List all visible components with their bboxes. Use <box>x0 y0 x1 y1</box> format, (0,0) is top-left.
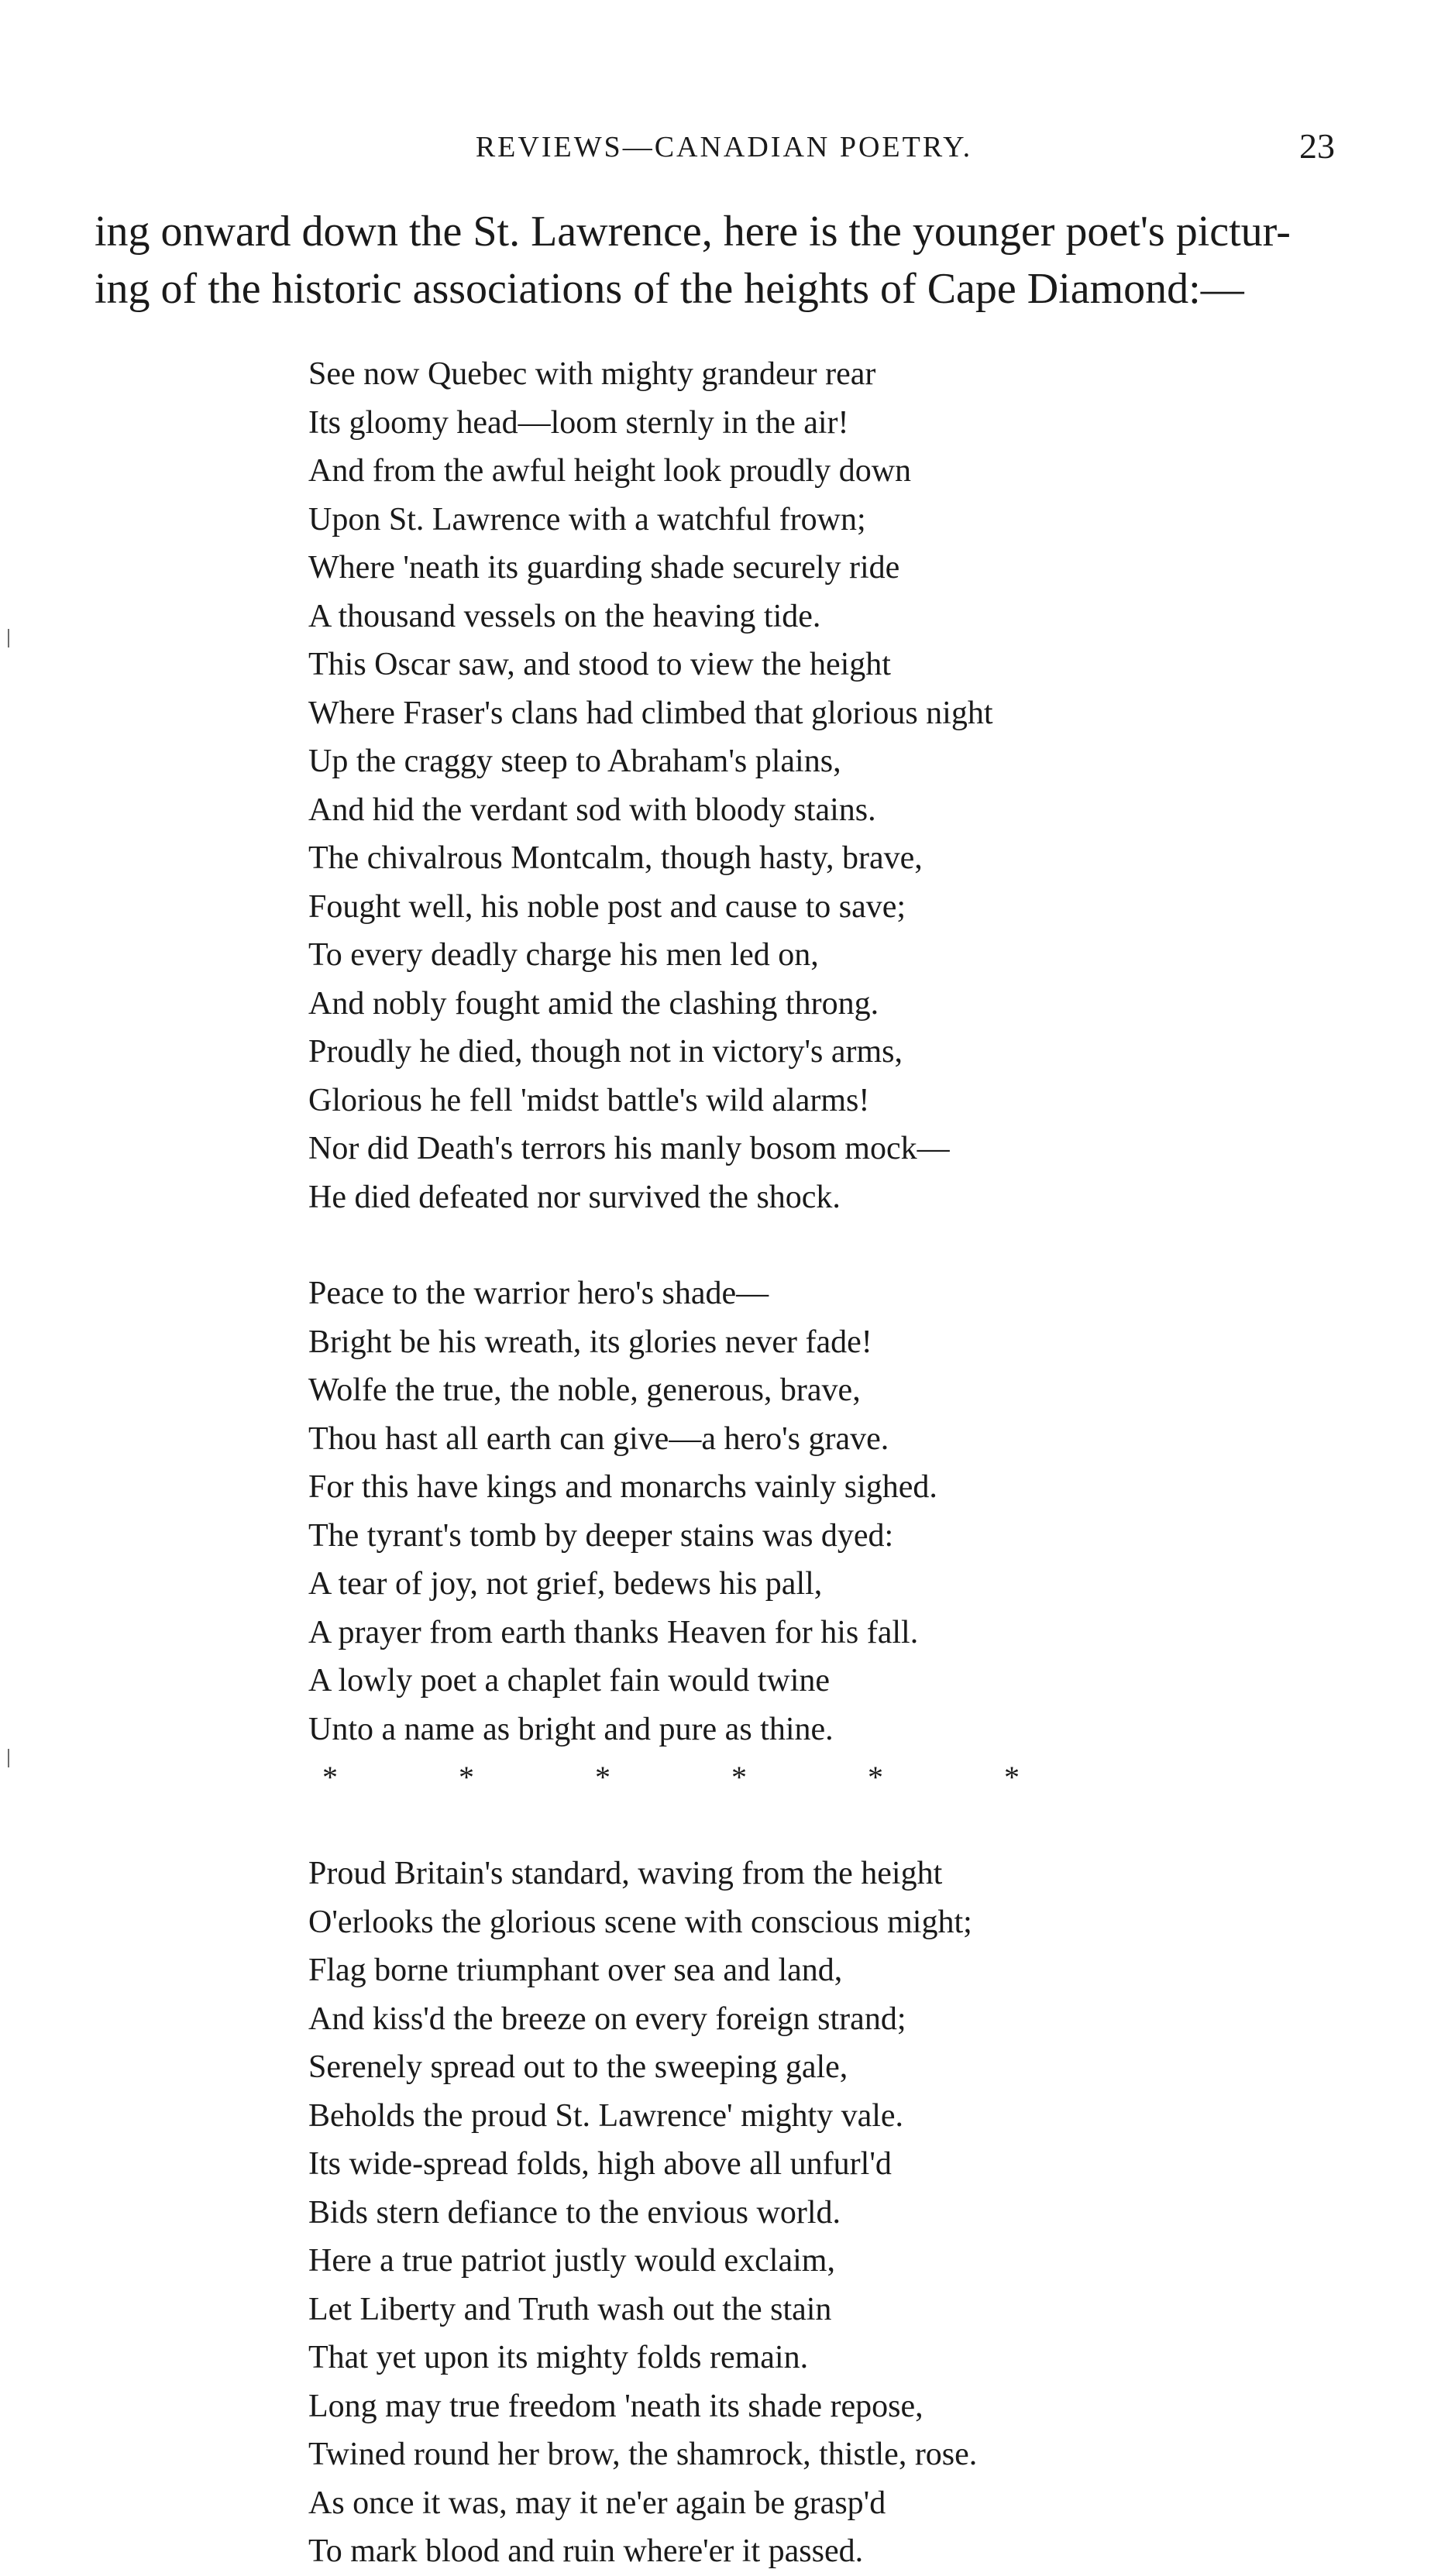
poem-line: And nobly fought amid the clashing throng. <box>308 985 879 1022</box>
poem-line: A thousand vessels on the heaving tide. <box>308 598 821 634</box>
poem-line: Let Liberty and Truth wash out the stain <box>308 2291 832 2327</box>
poem-line: A tear of joy, not grief, bedews his pall, <box>308 1566 823 1602</box>
poem-line: Serenely spread out to the sweeping gale, <box>308 2049 848 2085</box>
margin-mark <box>8 1749 9 1767</box>
poem-line: The tyrant's tomb by deeper stains was dyed: <box>308 1517 894 1554</box>
intro-line: ing of the historic associations of the heights of Cape Diamond:— <box>95 265 1244 313</box>
poem-line: Where 'neath its guarding shade securely ride <box>308 550 900 586</box>
poem <box>308 350 1408 2576</box>
poem-line: O'erlooks the glorious scene with conscious might; <box>308 1904 972 1940</box>
poem-line: Long may true freedom 'neath its shade repose, <box>308 2388 923 2424</box>
poem-line: Wolfe the true, the noble, generous, brave, <box>308 1372 861 1408</box>
poem-line: Upon St. Lawrence with a watchful frown; <box>308 501 866 538</box>
poem-line: Twined round her brow, the shamrock, thistle, rose. <box>308 2437 978 2472</box>
poem-line: That yet upon its mighty folds remain. <box>308 2340 809 2375</box>
poem-line: Proud Britain's standard, waving from the height <box>308 1856 943 1891</box>
running-head: REVIEWS—CANADIAN POETRY. <box>475 131 973 163</box>
poem-line: Here a true patriot justly would exclaim, <box>308 2243 835 2279</box>
asterisk: * <box>459 1760 474 1795</box>
asterisk: * <box>595 1760 610 1795</box>
poem-line: Its gloomy head—loom sternly in the air! <box>308 404 849 441</box>
poem-line: And hid the verdant sod with bloody stains. <box>308 792 876 828</box>
poem-line: He died defeated nor survived the shock. <box>308 1179 841 1215</box>
poem-line: This Oscar saw, and stood to view the height <box>308 647 891 682</box>
page-header <box>0 126 1448 177</box>
poem-line: Up the craggy steep to Abraham's plains, <box>308 744 841 779</box>
poem-line: See now Quebec with mighty grandeur rear <box>308 356 876 392</box>
poem-line: Beholds the proud St. Lawrence' mighty vale. <box>308 2097 904 2134</box>
poem-line: Peace to the warrior hero's shade— <box>308 1276 769 1311</box>
poem-line: Its wide-spread folds, high above all unfurl'd <box>308 2146 892 2182</box>
asterisk: * <box>731 1760 747 1795</box>
poem-line: Nor did Death's terrors his manly bosom mock— <box>308 1131 950 1166</box>
poem-line: Bids stern defiance to the envious world. <box>308 2194 841 2231</box>
poem-line: To every deadly charge his men led on, <box>308 937 819 973</box>
poem-line: A prayer from earth thanks Heaven for his fall. <box>308 1614 919 1650</box>
poem-line: Proudly he died, though not in victory's arms, <box>308 1034 903 1070</box>
poem-line: Flag borne triumphant over sea and land, <box>308 1953 843 1988</box>
margin-mark <box>8 629 9 647</box>
asterisk: * <box>1004 1760 1020 1795</box>
intro-line: ing onward down the St. Lawrence, here is the younger poet's pictur- <box>95 208 1291 256</box>
poem-line: Unto a name as bright and pure as thine. <box>308 1711 834 1747</box>
intro-paragraph <box>95 203 1381 318</box>
asterisk: * <box>322 1760 338 1795</box>
section-break-asterisks <box>308 1753 1020 1801</box>
poem-line: A lowly poet a chaplet fain would twine <box>308 1663 831 1698</box>
poem-line: As once it was, may it ne'er again be grasp'd <box>308 2485 886 2521</box>
poem-line: For this have kings and monarchs vainly sighed. <box>308 1469 937 1505</box>
asterisk: * <box>868 1760 883 1795</box>
poem-line: The chivalrous Montcalm, though hasty, brave, <box>308 840 923 876</box>
poem-line: To mark blood and ruin where'er it passed. <box>308 2533 864 2569</box>
poem-line: Fought well, his noble post and cause to save; <box>308 888 906 925</box>
stanza-gap <box>308 1801 1408 1850</box>
poem-line: And kiss'd the breeze on every foreign strand; <box>308 2001 906 2037</box>
stanza-gap <box>308 1221 1408 1269</box>
poem-line: Where Fraser's clans had climbed that glorious night <box>308 695 993 731</box>
poem-line: Thou hast all earth can give—a hero's grave. <box>308 1420 889 1457</box>
stanza-2 <box>308 1269 1408 1753</box>
poem-line: Glorious he fell 'midst battle's wild alarms! <box>308 1082 870 1118</box>
page-number: 23 <box>1299 126 1335 166</box>
poem-line: Bright be his wreath, its glories never fade! <box>308 1324 872 1360</box>
poem-line: And from the awful height look proudly down <box>308 453 912 489</box>
stanza-3 <box>308 1850 1408 2576</box>
stanza-1 <box>308 350 1408 1221</box>
